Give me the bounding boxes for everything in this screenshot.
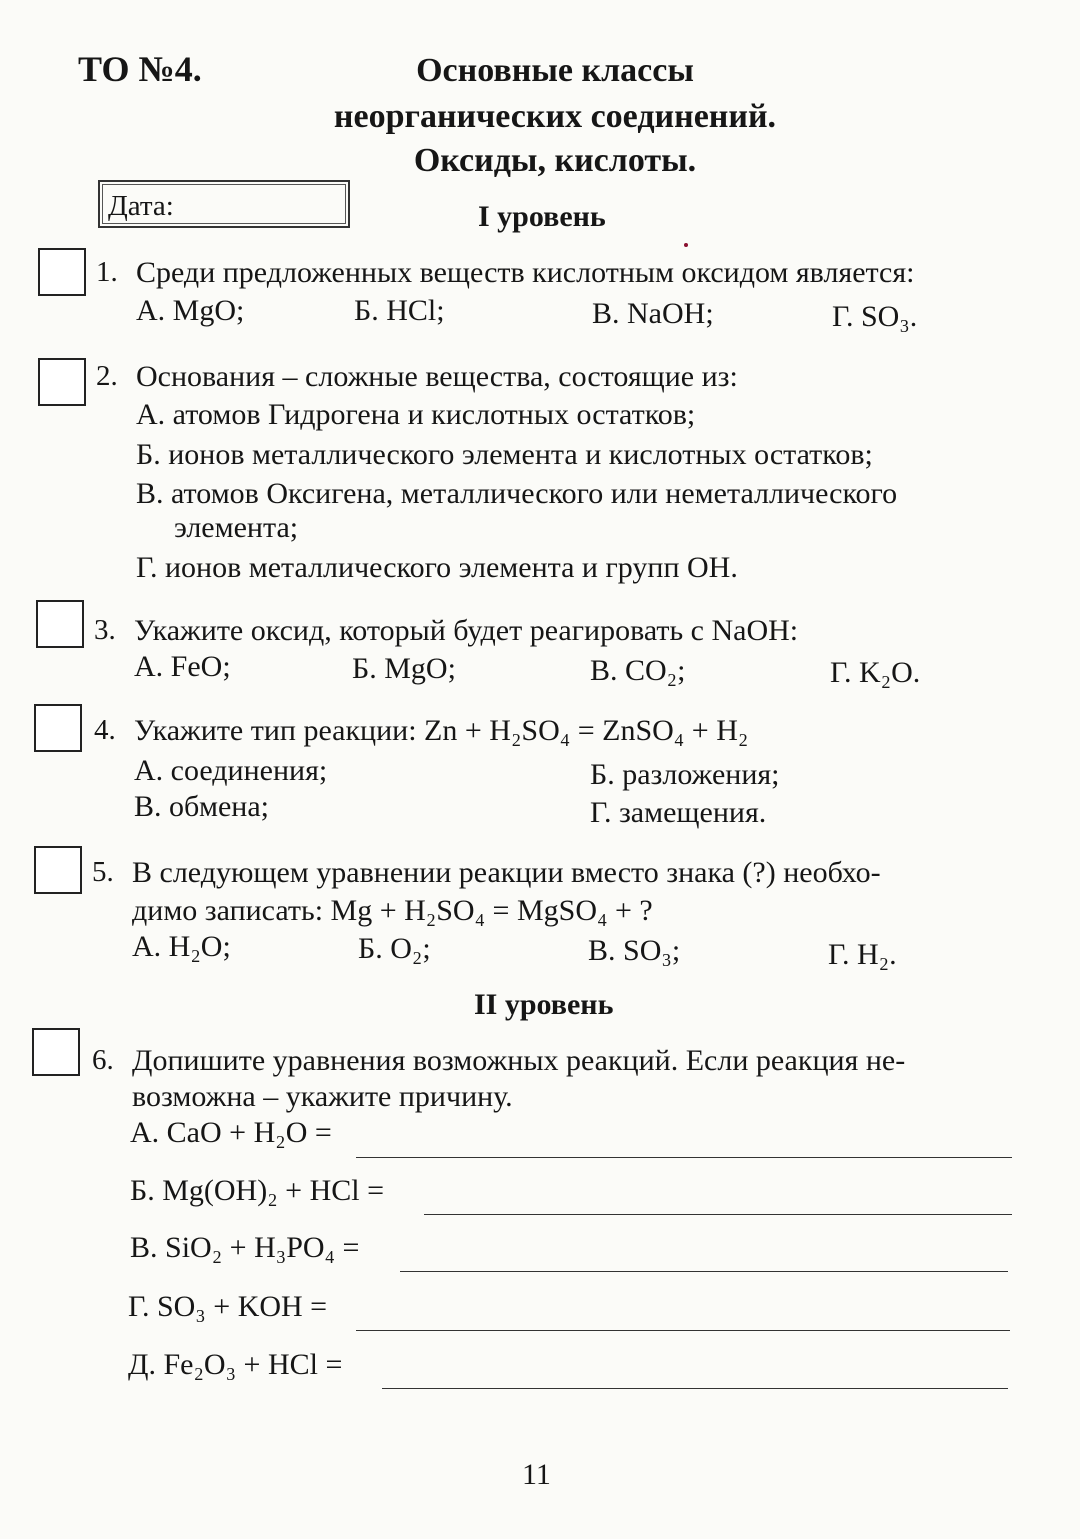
ink-speck [684, 243, 688, 247]
score-box-4[interactable] [34, 704, 82, 752]
question-number-2: 2. [96, 360, 118, 392]
title-line-3: Оксиды, кислоты. [413, 142, 697, 179]
question-text-5-line2: димо записать: Mg + H₂SO₄ = MgSO₄ + ? [132, 894, 653, 927]
q6-answer-line-d[interactable] [356, 1330, 1010, 1331]
score-box-3[interactable] [36, 600, 84, 648]
question-text-6-line2: возможна – укажите причину. [132, 1080, 513, 1113]
score-box-5[interactable] [34, 846, 82, 894]
test-number: ТО №4. [78, 49, 202, 89]
q6-answer-line-b[interactable] [424, 1214, 1012, 1215]
q6-equation-b: Б. Mg(OH)₂ + HCl = [130, 1174, 385, 1207]
q4-option-b: Б. разложения; [590, 758, 780, 791]
q1-option-d: Г. SO₃. [832, 300, 918, 333]
q6-equation-d: Г. SO₃ + KOH = [128, 1290, 328, 1323]
q1-option-b: Б. HCl; [354, 294, 445, 327]
q2-option-c-line2: элемента; [174, 511, 299, 544]
q3-option-d: Г. K₂O. [830, 656, 921, 689]
q3-option-b: Б. MgO; [352, 652, 456, 685]
question-number-6: 6. [92, 1044, 114, 1076]
question-text-5-line1: В следующем уравнении реакции вместо знака (?) необхо- [132, 856, 881, 889]
q6-answer-line-c[interactable] [400, 1271, 1008, 1272]
q2-option-d: Г. ионов металлического элемента и групп OH. [136, 551, 738, 584]
question-number-1: 1. [96, 256, 118, 288]
q6-answer-line-a[interactable] [356, 1157, 1012, 1158]
level-2-heading: II уровень [474, 988, 614, 1021]
q2-option-a: А. атомов Гидрогена и кислотных остатков; [136, 398, 696, 431]
q2-option-c-line1: В. атомов Оксигена, металлического или неметаллического [136, 477, 898, 510]
q2-option-b: Б. ионов металлического элемента и кислотных остатков; [136, 438, 873, 471]
q3-option-c: В. CO₂; [590, 654, 686, 687]
q6-equation-a: А. CaO + H₂O = [130, 1116, 332, 1149]
page-number: 11 [522, 1458, 551, 1491]
question-text-1: Среди предложенных веществ кислотным оксидом является: [136, 256, 915, 289]
q5-option-d: Г. H₂. [828, 938, 897, 971]
question-text-6-line1: Допишите уравнения возможных реакций. Если реакция не- [132, 1044, 906, 1077]
q5-option-b: Б. O₂; [358, 932, 431, 965]
title-line-1: Основные классы [416, 52, 694, 89]
score-box-2[interactable] [38, 358, 86, 406]
date-label: Дата: [108, 190, 174, 222]
question-text-4: Укажите тип реакции: Zn + H₂SO₄ = ZnSO₄ + H₂ [134, 714, 749, 747]
q1-option-c: В. NaOH; [592, 297, 714, 330]
question-text-2: Основания – сложные вещества, состоящие из: [136, 360, 738, 393]
q6-equation-c: В. SiO₂ + H₃PO₄ = [130, 1231, 360, 1264]
q6-answer-line-e[interactable] [382, 1388, 1008, 1389]
score-box-1[interactable] [38, 248, 86, 296]
q1-option-a: А. MgO; [136, 294, 245, 327]
q5-option-a: А. H₂O; [132, 930, 231, 963]
question-text-3: Укажите оксид, который будет реагировать с NaOH: [134, 614, 799, 647]
title-line-2: неорганических соединений. [333, 98, 777, 135]
q3-option-a: А. FeO; [134, 650, 231, 683]
question-number-4: 4. [94, 714, 116, 746]
score-box-6[interactable] [32, 1028, 80, 1076]
question-number-3: 3. [94, 614, 116, 646]
q4-option-a: А. соединения; [134, 754, 328, 787]
question-number-5: 5. [92, 856, 114, 888]
q6-equation-e: Д. Fe₂O₃ + HCl = [128, 1348, 343, 1381]
level-1-heading: I уровень [478, 200, 606, 233]
q4-option-c: В. обмена; [134, 790, 269, 823]
q4-option-d: Г. замещения. [590, 796, 767, 829]
q5-option-c: В. SO₃; [588, 934, 681, 967]
